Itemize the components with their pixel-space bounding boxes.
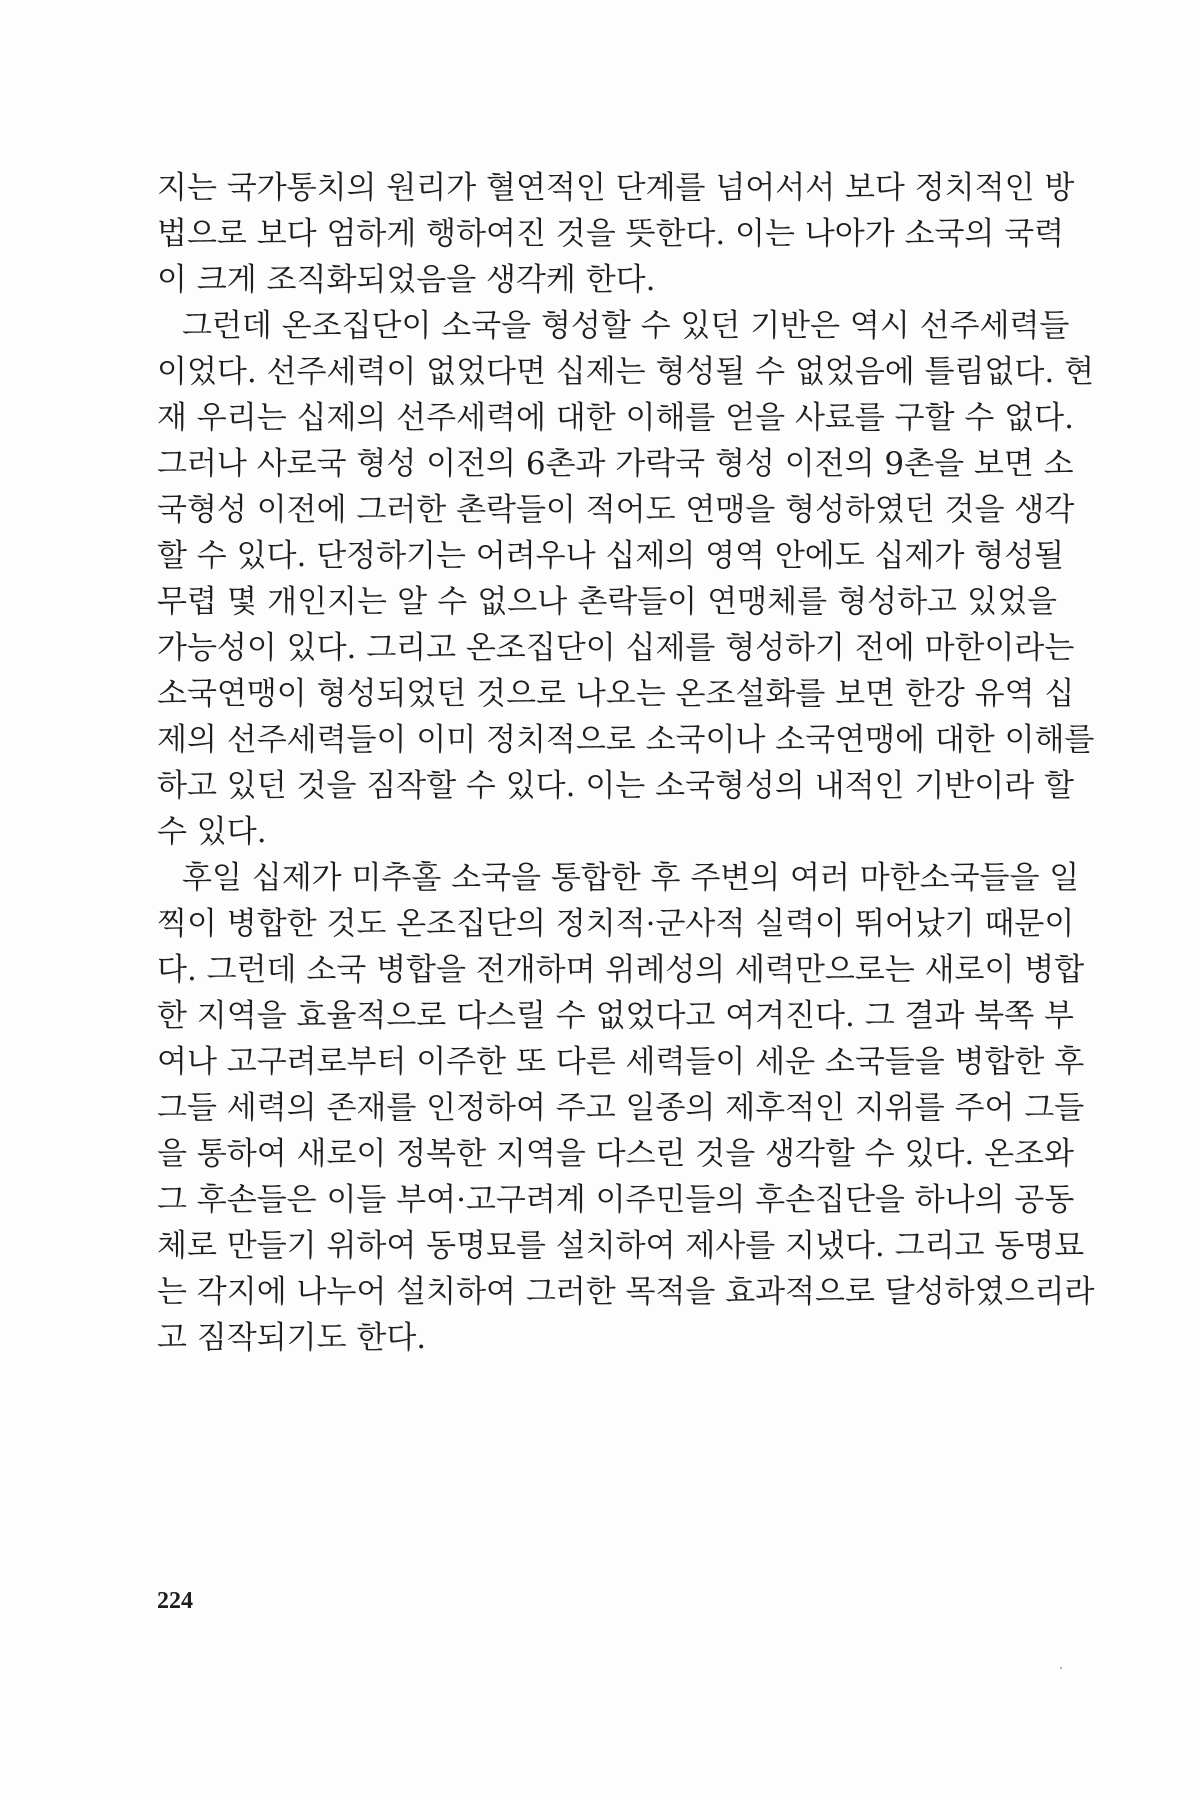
text-line: 이 크게 조직화되었음을 생각케 한다. bbox=[157, 262, 656, 298]
text-line: 여나 고구려로부터 이주한 또 다른 세력들이 세운 소국들을 병합한 후 bbox=[157, 1044, 1085, 1080]
scan-speck bbox=[1060, 1667, 1062, 1669]
text-line: 는 각지에 나누어 설치하여 그러한 목적을 효과적으로 달성하였으리라 bbox=[157, 1274, 1095, 1310]
text-line: 이었다. 선주세력이 없었다면 십제는 형성될 수 없었음에 틀림없다. 현 bbox=[157, 354, 1095, 390]
text-line: 후일 십제가 미추홀 소국을 통합한 후 주변의 여러 마한소국들을 일 bbox=[182, 860, 1080, 896]
text-line: 체로 만들기 위하여 동명묘를 설치하여 제사를 지냈다. 그리고 동명묘 bbox=[157, 1228, 1085, 1264]
text-line: 하고 있던 것을 짐작할 수 있다. 이는 소국형성의 내적인 기반이라 할 bbox=[157, 768, 1074, 804]
text-line: 지는 국가통치의 원리가 혈연적인 단계를 넘어서서 보다 정치적인 방 bbox=[157, 170, 1075, 206]
text-line: 무렵 몇 개인지는 알 수 없으나 촌락들이 연맹체를 형성하고 있었을 bbox=[157, 584, 1057, 620]
text-line: 국형성 이전에 그러한 촌락들이 적어도 연맹을 형성하였던 것을 생각 bbox=[157, 492, 1075, 528]
text-line: 한 지역을 효율적으로 다스릴 수 없었다고 여겨진다. 그 결과 북쪽 부 bbox=[157, 998, 1074, 1034]
text-line: 찍이 병합한 것도 온조집단의 정치적·군사적 실력이 뛰어났기 때문이 bbox=[157, 906, 1075, 942]
text-line: 을 통하여 새로이 정복한 지역을 다스린 것을 생각할 수 있다. 온조와 bbox=[157, 1136, 1074, 1172]
text-line: 그들 세력의 존재를 인정하여 주고 일종의 제후적인 지위를 주어 그들 bbox=[157, 1090, 1085, 1126]
text-line: 소국연맹이 형성되었던 것으로 나오는 온조설화를 보면 한강 유역 십 bbox=[157, 676, 1075, 712]
text-line: 할 수 있다. 단정하기는 어려우나 십제의 영역 안에도 십제가 형성될 bbox=[157, 538, 1065, 574]
text-line: 가능성이 있다. 그리고 온조집단이 십제를 형성하기 전에 마한이라는 bbox=[157, 630, 1075, 666]
text-line: 재 우리는 십제의 선주세력에 대한 이해를 얻을 사료를 구할 수 없다. bbox=[157, 400, 1074, 436]
page-number: 224 bbox=[157, 1588, 193, 1614]
text-line: 제의 선주세력들이 이미 정치적으로 소국이나 소국연맹에 대한 이해를 bbox=[157, 722, 1095, 758]
text-line: 법으로 보다 엄하게 행하여진 것을 뜻한다. 이는 나아가 소국의 국력 bbox=[157, 216, 1065, 252]
text-line: 다. 그런데 소국 병합을 전개하며 위례성의 세력만으로는 새로이 병합 bbox=[157, 952, 1085, 988]
text-line: 수 있다. bbox=[157, 814, 267, 850]
text-line: 그 후손들은 이들 부여·고구려계 이주민들의 후손집단을 하나의 공동 bbox=[157, 1182, 1075, 1218]
text-line: 그러나 사로국 형성 이전의 6촌과 가락국 형성 이전의 9촌을 보면 소 bbox=[157, 446, 1074, 482]
text-line: 그런데 온조집단이 소국을 형성할 수 있던 기반은 역시 선주세력들 bbox=[182, 308, 1070, 344]
text-line: 고 짐작되기도 한다. bbox=[157, 1320, 427, 1356]
